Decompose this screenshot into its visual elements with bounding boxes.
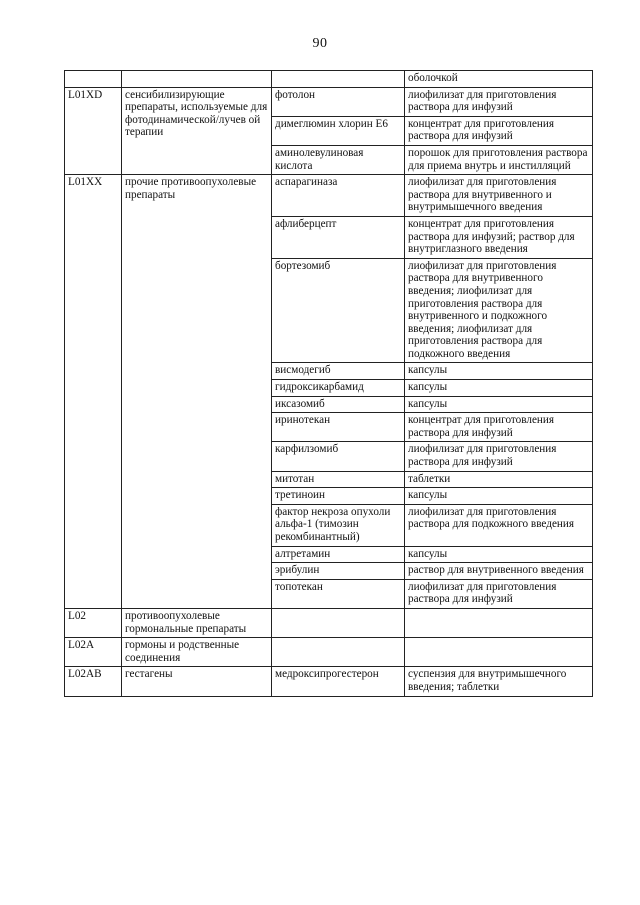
table-row bbox=[65, 608, 593, 637]
dosage-form-cell: концентрат для приготовления раствора для инфузий bbox=[405, 413, 593, 442]
drug-name-cell bbox=[272, 608, 405, 637]
atc-code-cell bbox=[65, 71, 122, 88]
drug-name-cell: аспарагиназа bbox=[272, 175, 405, 217]
drug-name-cell: фактор некроза опухоли альфа-1 (тимозин рекомбинантный) bbox=[272, 504, 405, 546]
drug-name-cell bbox=[272, 71, 405, 88]
table-row bbox=[65, 667, 593, 696]
dosage-form-cell: лиофилизат для приготовления раствора для подкожного введения bbox=[405, 504, 593, 546]
page-number: 90 bbox=[312, 36, 328, 51]
dosage-form-cell bbox=[405, 638, 593, 667]
dosage-form-cell: порошок для приготовления раствора для приема внутрь и инстилляций bbox=[405, 145, 593, 174]
dosage-form-cell: таблетки bbox=[405, 471, 593, 488]
drug-name-cell: эрибулин bbox=[272, 563, 405, 580]
drug-name-cell: третиноин bbox=[272, 488, 405, 505]
table-row bbox=[65, 638, 593, 667]
table-body bbox=[65, 71, 593, 697]
atc-code-cell: L01XD bbox=[65, 87, 122, 175]
drug-name-cell: митотан bbox=[272, 471, 405, 488]
drug-name-cell: димеглюмин хлорин Е6 bbox=[272, 116, 405, 145]
dosage-form-cell: концентрат для приготовления раствора для инфузий; раствор для внутриглазного введения bbox=[405, 216, 593, 258]
pharmacological-group-cell: прочие противоопухолевые препараты bbox=[122, 175, 272, 609]
dosage-form-cell: лиофилизат для приготовления раствора для внутривенного и внутримышечного введения bbox=[405, 175, 593, 217]
drug-name-cell bbox=[272, 638, 405, 667]
drug-name-cell: бортезомиб bbox=[272, 258, 405, 363]
pharmacological-group-cell: сенсибилизирующие препараты, используемые для фотодинамической/лучев ой терапии bbox=[122, 87, 272, 175]
drug-name-cell: фотолон bbox=[272, 87, 405, 116]
dosage-form-cell: лиофилизат для приготовления раствора для инфузий bbox=[405, 579, 593, 608]
drug-name-cell: аминолевулиновая кислота bbox=[272, 145, 405, 174]
atc-code-cell: L01XX bbox=[65, 175, 122, 609]
pharmacological-group-cell bbox=[122, 71, 272, 88]
dosage-form-cell: суспензия для внутримышечного введения; таблетки bbox=[405, 667, 593, 696]
drug-name-cell: афлиберцепт bbox=[272, 216, 405, 258]
dosage-form-cell: концентрат для приготовления раствора для инфузий bbox=[405, 116, 593, 145]
dosage-form-cell: капсулы bbox=[405, 396, 593, 413]
drug-name-cell: карфилзомиб bbox=[272, 442, 405, 471]
dosage-form-cell: оболочкой bbox=[405, 71, 593, 88]
dosage-form-cell: раствор для внутривенного введения bbox=[405, 563, 593, 580]
atc-code-cell: L02AB bbox=[65, 667, 122, 696]
dosage-form-cell: капсулы bbox=[405, 363, 593, 380]
table-row bbox=[65, 87, 593, 116]
table-row bbox=[65, 175, 593, 217]
dosage-form-cell: капсулы bbox=[405, 488, 593, 505]
dosage-form-cell bbox=[405, 608, 593, 637]
pharmacological-group-cell: гестагены bbox=[122, 667, 272, 696]
drug-name-cell: висмодегиб bbox=[272, 363, 405, 380]
drug-name-cell: иринотекан bbox=[272, 413, 405, 442]
dosage-form-cell: капсулы bbox=[405, 380, 593, 397]
drug-name-cell: иксазомиб bbox=[272, 396, 405, 413]
drug-name-cell: алтретамин bbox=[272, 546, 405, 563]
atc-code-cell: L02A bbox=[65, 638, 122, 667]
drug-name-cell: гидроксикарбамид bbox=[272, 380, 405, 397]
dosage-form-cell: лиофилизат для приготовления раствора для инфузий bbox=[405, 442, 593, 471]
atc-code-cell: L02 bbox=[65, 608, 122, 637]
dosage-form-cell: лиофилизат для приготовления раствора для внутривенного введения; лиофилизат для приготовления раствора для внутривенного и подкожного введения; лиофилизат для приготовления раствора для подкожного введения bbox=[405, 258, 593, 363]
table-row bbox=[65, 71, 593, 88]
drug-table bbox=[64, 70, 593, 697]
drug-name-cell: медроксипрогестерон bbox=[272, 667, 405, 696]
dosage-form-cell: лиофилизат для приготовления раствора для инфузий bbox=[405, 87, 593, 116]
pharmacological-group-cell: противоопухолевые гормональные препараты bbox=[122, 608, 272, 637]
pharmacological-group-cell: гормоны и родственные соединения bbox=[122, 638, 272, 667]
dosage-form-cell: капсулы bbox=[405, 546, 593, 563]
drug-name-cell: топотекан bbox=[272, 579, 405, 608]
